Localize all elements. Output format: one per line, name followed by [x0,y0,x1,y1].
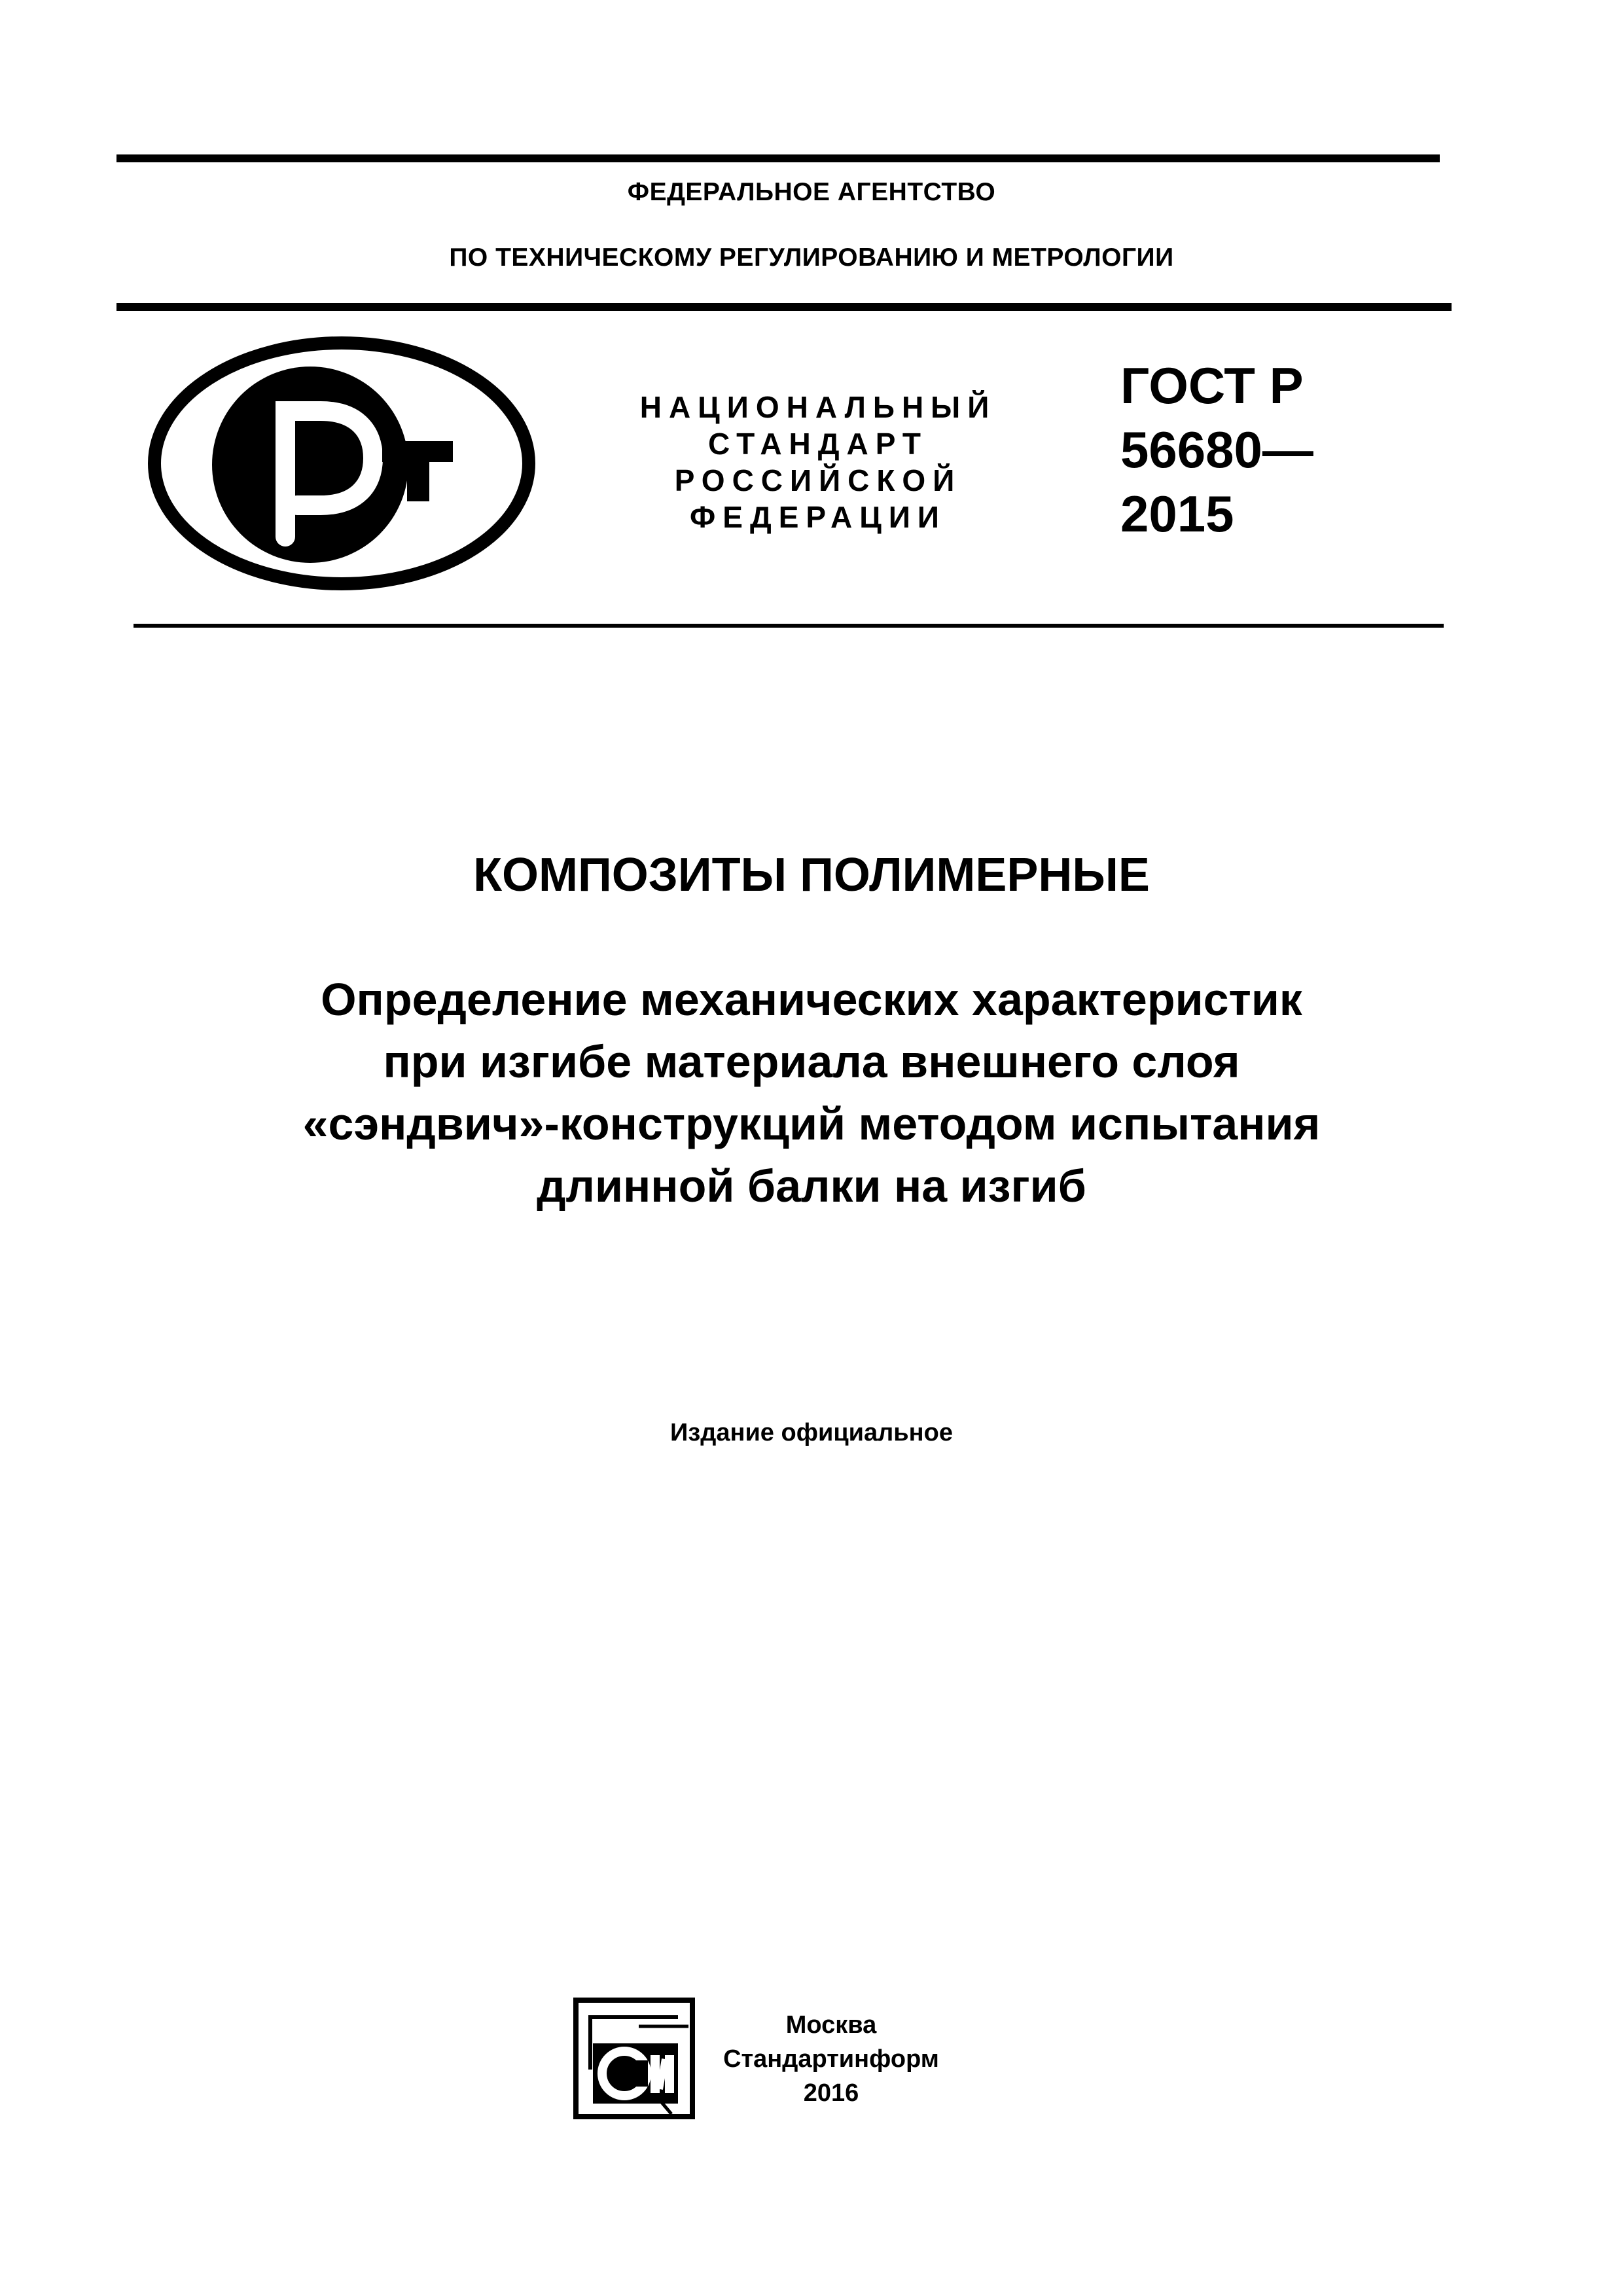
gost-rst-emblem-icon [145,334,538,593]
designation-line-1: ГОСТ Р [1120,357,1304,414]
publisher-city: Москва [785,2011,877,2039]
standartinform-logo-icon [573,1998,695,2119]
national-standard-line-3: РОССИЙСКОЙ [674,463,962,497]
subtitle-line-3: «сэндвич»-конструкций методом испытания [302,1098,1321,1149]
publisher-imprint [707,2008,955,2110]
national-standard-line-2: СТАНДАРТ [708,427,928,461]
agency-name-line-2: ПО ТЕХНИЧЕСКОМУ РЕГУЛИРОВАНИЮ И МЕТРОЛОГИИ [449,243,1174,272]
edition-label: Издание официальное [670,1419,953,1446]
publisher-name: Стандартинформ [723,2045,939,2073]
designation-line-3: 2015 [1120,485,1234,543]
document-subtitle [0,969,1623,1217]
header-bottom-rule [134,624,1444,628]
national-standard-line-1: НАЦИОНАЛЬНЫЙ [639,390,997,424]
top-rule [116,154,1440,162]
national-standard-line-4: ФЕДЕРАЦИИ [690,500,946,534]
header-rule [116,303,1452,311]
publication-year: 2016 [803,2079,859,2107]
designation-line-2: 56680— [1120,421,1313,478]
subtitle-line-2: при изгибе материала внешнего слоя [383,1036,1240,1087]
standard-designation [1120,353,1313,546]
document-title: КОМПОЗИТЫ ПОЛИМЕРНЫЕ [473,849,1150,901]
subtitle-line-1: Определение механических характеристик [321,974,1302,1025]
agency-name-line-1: ФЕДЕРАЛЬНОЕ АГЕНТСТВО [627,178,996,206]
subtitle-line-4: длинной балки на изгиб [537,1160,1086,1211]
national-standard-label [615,389,1021,535]
